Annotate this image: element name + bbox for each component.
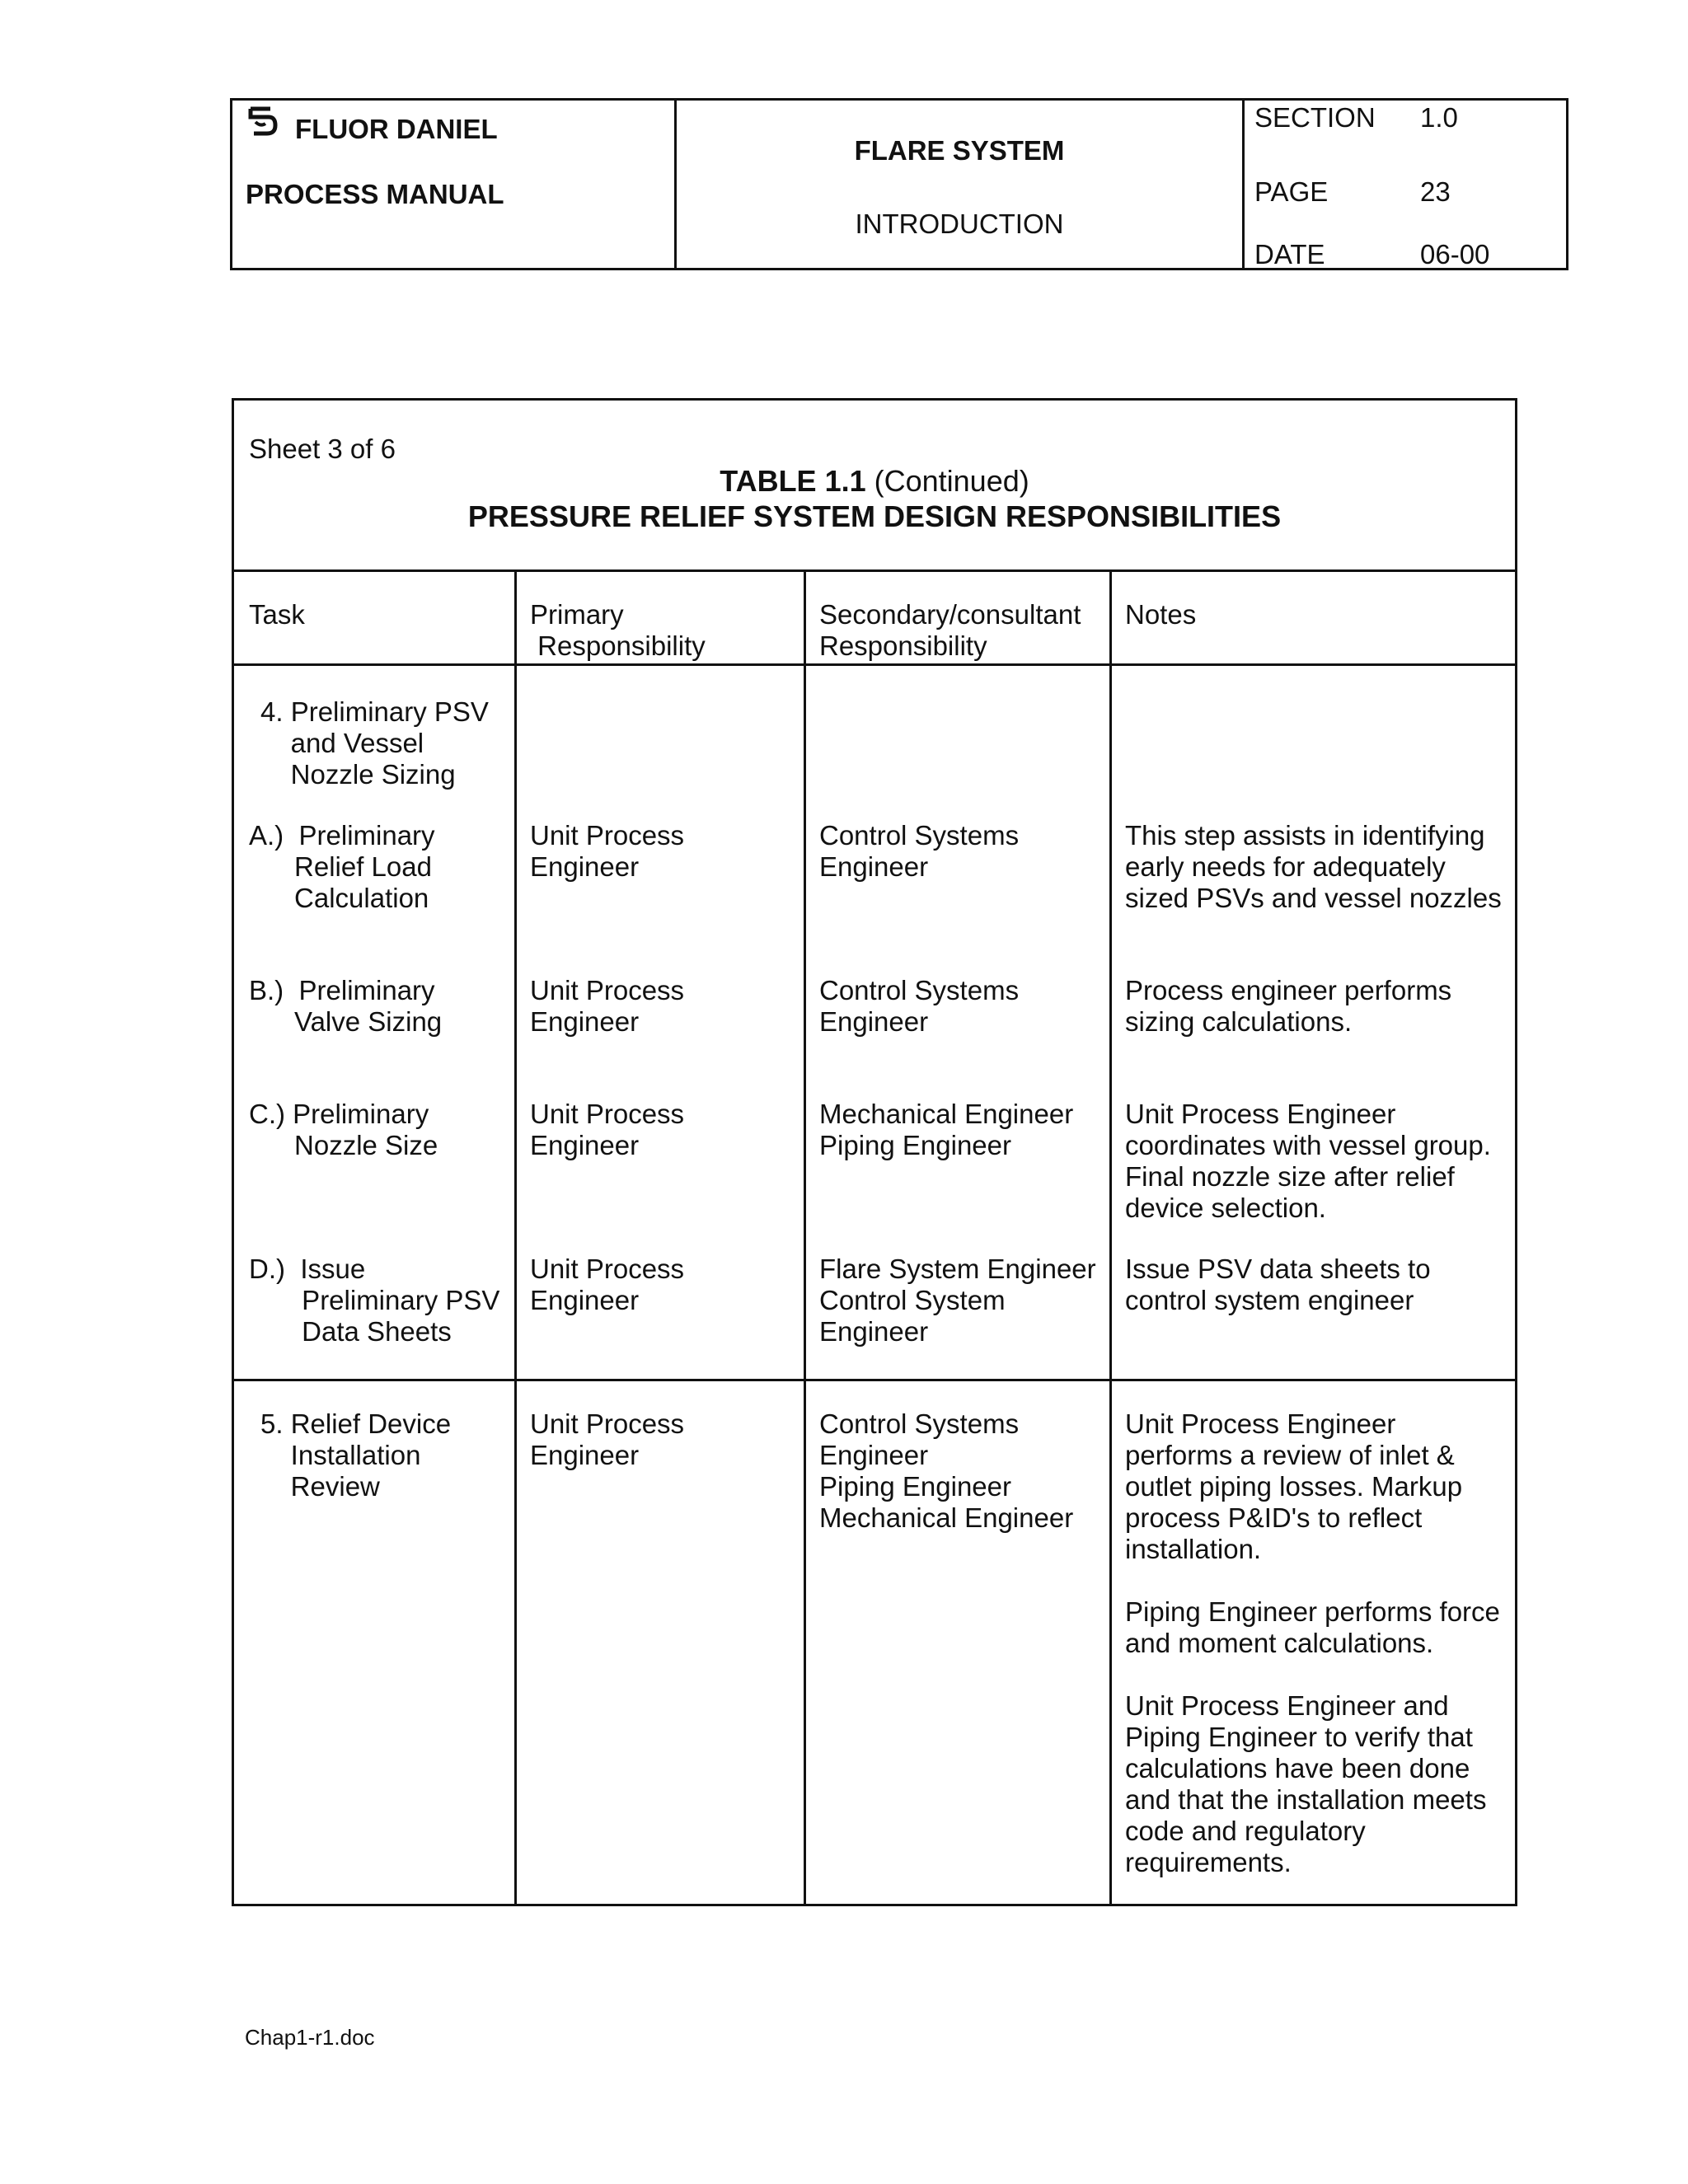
company-logo-icon <box>246 104 280 138</box>
column-divider <box>804 569 806 1904</box>
table-subtitle: PRESSURE RELIEF SYSTEM DESIGN RESPONSIBILITIES <box>467 499 1282 533</box>
column-divider <box>1109 569 1112 1904</box>
table-row-task: A.) Preliminary Relief Load Calculation <box>249 820 435 913</box>
table-row-secondary: Mechanical Engineer Piping Engineer <box>819 1099 1074 1160</box>
header-divider <box>674 101 677 268</box>
table-row-task: 4. Preliminary PSV and Vessel Nozzle Sizing <box>260 696 489 790</box>
manual-title: PROCESS MANUAL <box>246 179 504 209</box>
table-row-secondary: Flare System Engineer Control System Engineer <box>819 1254 1096 1347</box>
table-rule <box>234 569 1515 572</box>
system-title: FLARE SYSTEM <box>854 135 1065 166</box>
company-name: FLUOR DANIEL <box>295 114 498 144</box>
responsibilities-table <box>232 398 1517 1906</box>
page-value: 23 <box>1420 176 1451 207</box>
table-row-primary: Unit Process Engineer <box>530 820 685 882</box>
table-row-primary: Unit Process Engineer <box>530 1408 685 1470</box>
table-row-primary: Unit Process Engineer <box>530 1254 685 1315</box>
table-row-secondary: Control Systems Engineer <box>819 975 1020 1037</box>
table-title <box>234 464 1515 499</box>
date-value: 06-00 <box>1420 239 1490 269</box>
table-rule <box>234 663 1515 666</box>
column-header-task: Task <box>249 599 305 630</box>
page-label: PAGE <box>1254 176 1329 207</box>
sheet-number: Sheet 3 of 6 <box>249 434 396 464</box>
table-row-task: C.) Preliminary Nozzle Size <box>249 1099 438 1160</box>
table-row-notes: Issue PSV data sheets to control system engineer <box>1125 1254 1431 1315</box>
footer-filename: Chap1-r1.doc <box>245 2025 375 2050</box>
section-value: 1.0 <box>1420 102 1458 133</box>
date-label: DATE <box>1254 239 1325 269</box>
column-header-notes: Notes <box>1125 599 1197 630</box>
table-title-continued: (Continued) <box>865 464 1029 498</box>
column-header-secondary: Secondary/consultant Responsibility <box>819 599 1081 661</box>
table-row-task: B.) Preliminary Valve Sizing <box>249 975 443 1037</box>
table-row-secondary: Control Systems Engineer Piping Engineer Mechanical Engineer <box>819 1408 1074 1533</box>
document-header <box>230 98 1568 270</box>
table-row-notes: Unit Process Engineer performs a review of inlet & outlet piping losses. Markup process P&ID's to reflect installation. Piping Engineer performs force and moment calculations. Unit Process Engineer and Piping Engineer to verify that calculations have been done and that the installation meets code and regulatory requirements. <box>1125 1408 1500 1877</box>
table-row-notes: Process engineer performs sizing calculations. <box>1125 975 1452 1037</box>
system-subtitle: INTRODUCTION <box>855 209 1064 239</box>
table-row-notes: Unit Process Engineer coordinates with vessel group. Final nozzle size after relief device selection. <box>1125 1099 1491 1223</box>
column-header-primary: Primary Responsibility <box>530 599 706 661</box>
table-row-notes: This step assists in identifying early needs for adequately sized PSVs and vessel nozzles <box>1125 820 1502 913</box>
header-divider <box>1242 101 1245 268</box>
table-row-task: D.) Issue Preliminary PSV Data Sheets <box>249 1254 500 1347</box>
table-row-secondary: Control Systems Engineer <box>819 820 1020 882</box>
table-row-primary: Unit Process Engineer <box>530 975 685 1037</box>
column-divider <box>514 569 517 1904</box>
table-title-bold: TABLE 1.1 <box>720 464 866 498</box>
table-rule <box>234 1379 1515 1381</box>
table-row-primary: Unit Process Engineer <box>530 1099 685 1160</box>
table-row-task: 5. Relief Device Installation Review <box>260 1408 452 1502</box>
section-label: SECTION <box>1254 102 1376 133</box>
